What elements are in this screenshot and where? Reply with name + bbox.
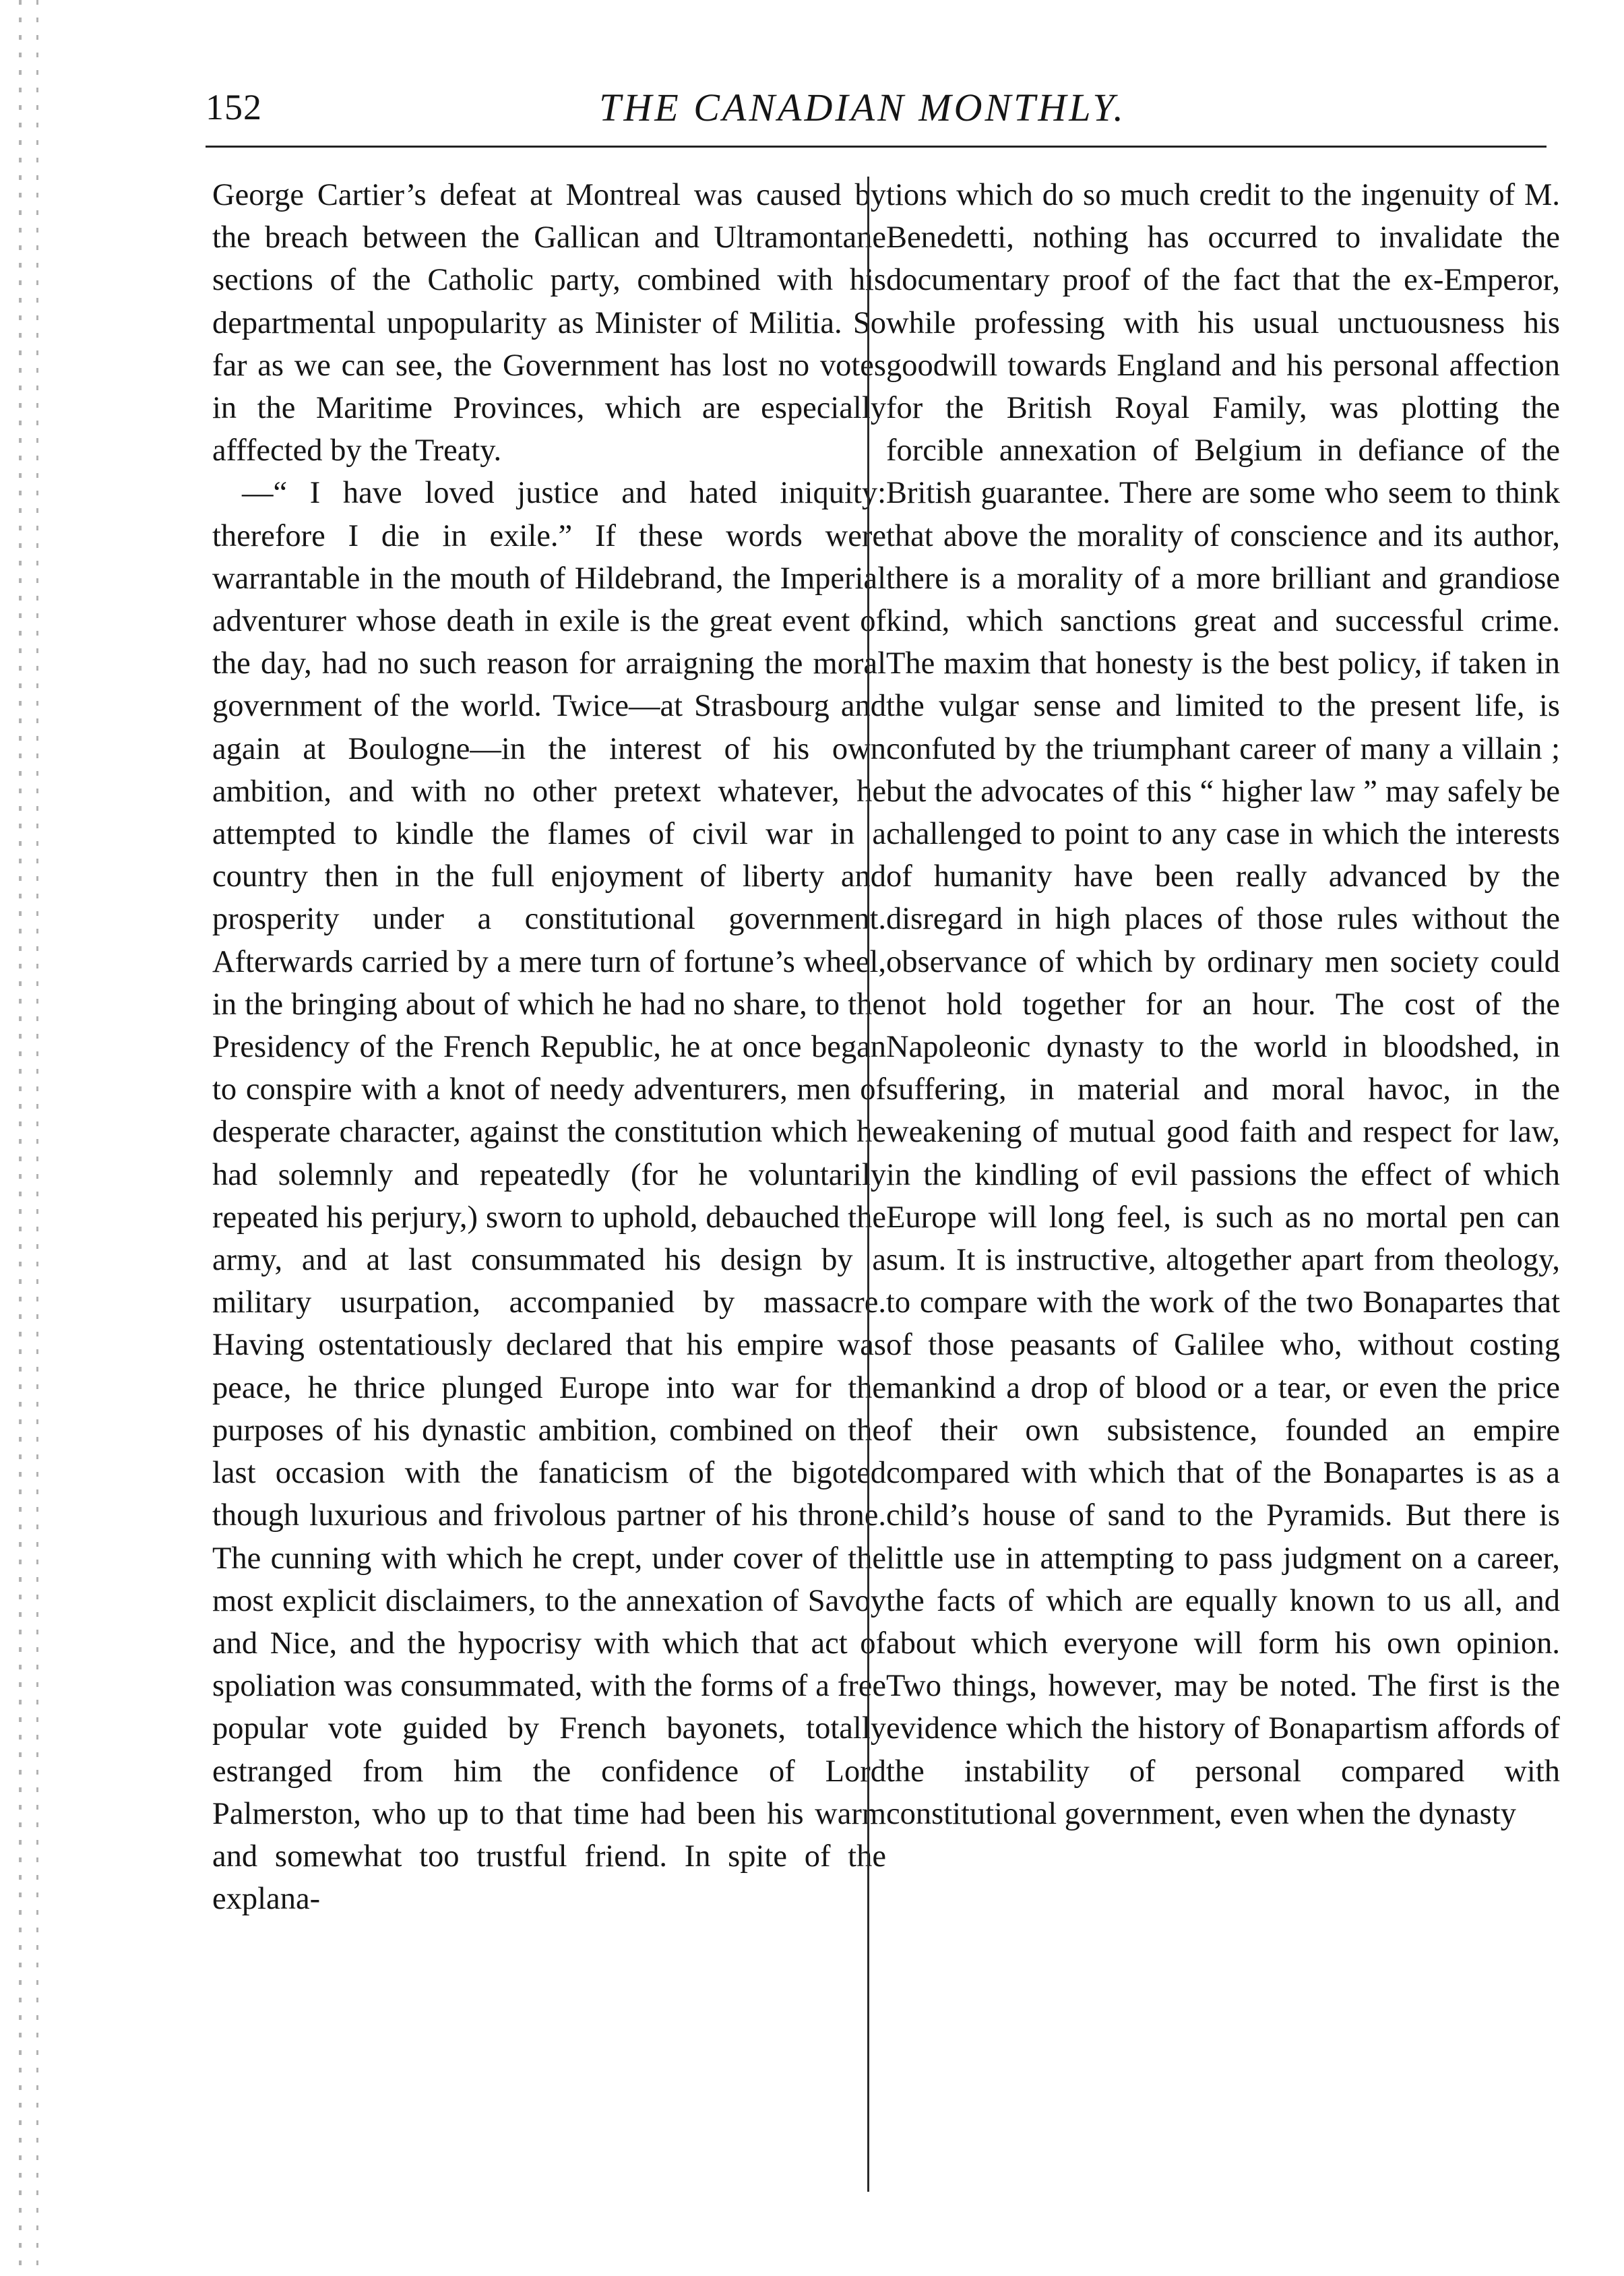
paragraph-cartier-defeat: George Cartier’s defeat at Montreal was caused by the breach between the Gallican and Ultramontane sections of the Catholic party, combined with his departmental unpopularity as Minister of Militia. So far as we can see, the Government has lost no votes in the Maritime Provinces, which are especially afffected by the Treaty. bbox=[212, 178, 886, 468]
paragraph-continuation: tions which do so much credit to the ingenuity of M. Benedetti, nothing has occurred to invalidate the documentary proof of the fact that the ex-Emperor, while professing with his usual unctuousness his goodwill towards England and his personal affection for the British Royal Family, was plotting the forcible annexation of Belgium in defiance of the British guarantee. There are some who seem to think that above the morality of conscience and its author, there is a morality of a more brilliant and grandiose kind, which sanctions great and successful crime. The maxim that honesty is the best policy, if taken in the vulgar sense and limited to the present life, is confuted by the triumphant career of many a villain ; but the advocates of this “ higher law ” may safely be challenged to point to any case in which the interests of humanity have been really advanced by the disregard in high places of those rules without the observance of which by ordinary men society could not hold together for an hour. The cost of the Napoleonic dynasty to the world in bloodshed, in suffering, in material and moral havoc, in the weakening of mutual good faith and respect for law, in the kindling of evil passions the effect of which Europe will long feel, is such as no mortal pen can sum. It is instructive, altogether apart from theology, to compare with the work of the two Bonapartes that of those peasants of Galilee who, without costing mankind a drop of blood or a tear, or even the price of their own subsistence, founded an empire compared with which that of the Bonapartes is as a child’s house of sand to the Pyramids. But there is little use in attempting to pass judgment on a career, the facts of which are equally known to us all, and about which everyone will form his own opinion. Two things, however, may be noted. The first is the evidence which the history of Bonapartism affords of the instability of personal compared with constitutional government, even when the dynasty bbox=[886, 178, 1560, 1831]
column-divider bbox=[867, 177, 869, 2192]
left-column bbox=[212, 174, 886, 1920]
running-title: THE CANADIAN MONTHLY. bbox=[599, 86, 1126, 129]
scan-edge-marks bbox=[0, 0, 54, 2276]
header-rule bbox=[206, 146, 1547, 148]
right-column bbox=[886, 174, 1560, 1835]
paragraph-napoleon-exile: —“ I have loved justice and hated iniquity: therefore I die in exile.” If these words were warrantable in the mouth of Hildebrand, the Imperial adventurer whose death in exile is the great event of the day, had no such reason for arraigning the moral government of the world. Twice—at Strasbourg and again at Boulogne—in the interest of his own ambition, and with no other pretext whatever, he attempted to kindle the flames of civil war in a country then in the full enjoyment of liberty and prosperity under a constitutional government. Afterwards carried by a mere turn of fortune’s wheel, in the bringing about of which he had no share, to the Presidency of the French Republic, he at once began to conspire with a knot of needy adventurers, men of desperate character, against the constitution which he had solemnly and repeatedly (for he voluntarily repeated his perjury,) sworn to uphold, debauched the army, and at last consummated his design by a military usurpation, accompanied by massacre. Having ostentatiously declared that his empire was peace, he thrice plunged Europe into war for the purposes of his dynastic ambition, combined on the last occasion with the fanaticism of the bigoted though luxurious and frivolous partner of his throne. The cunning with which he crept, under cover of the most explicit disclaimers, to the annexation of Savoy and Nice, and the hypocrisy with which that act of spoliation was consummated, with the forms of a free popular vote guided by French bayonets, totally estranged from him the confidence of Lord Palmerston, who up to that time had been his warm and somewhat too trustful friend. In spite of the explana- bbox=[212, 476, 886, 1917]
page-number: 152 bbox=[206, 87, 262, 127]
